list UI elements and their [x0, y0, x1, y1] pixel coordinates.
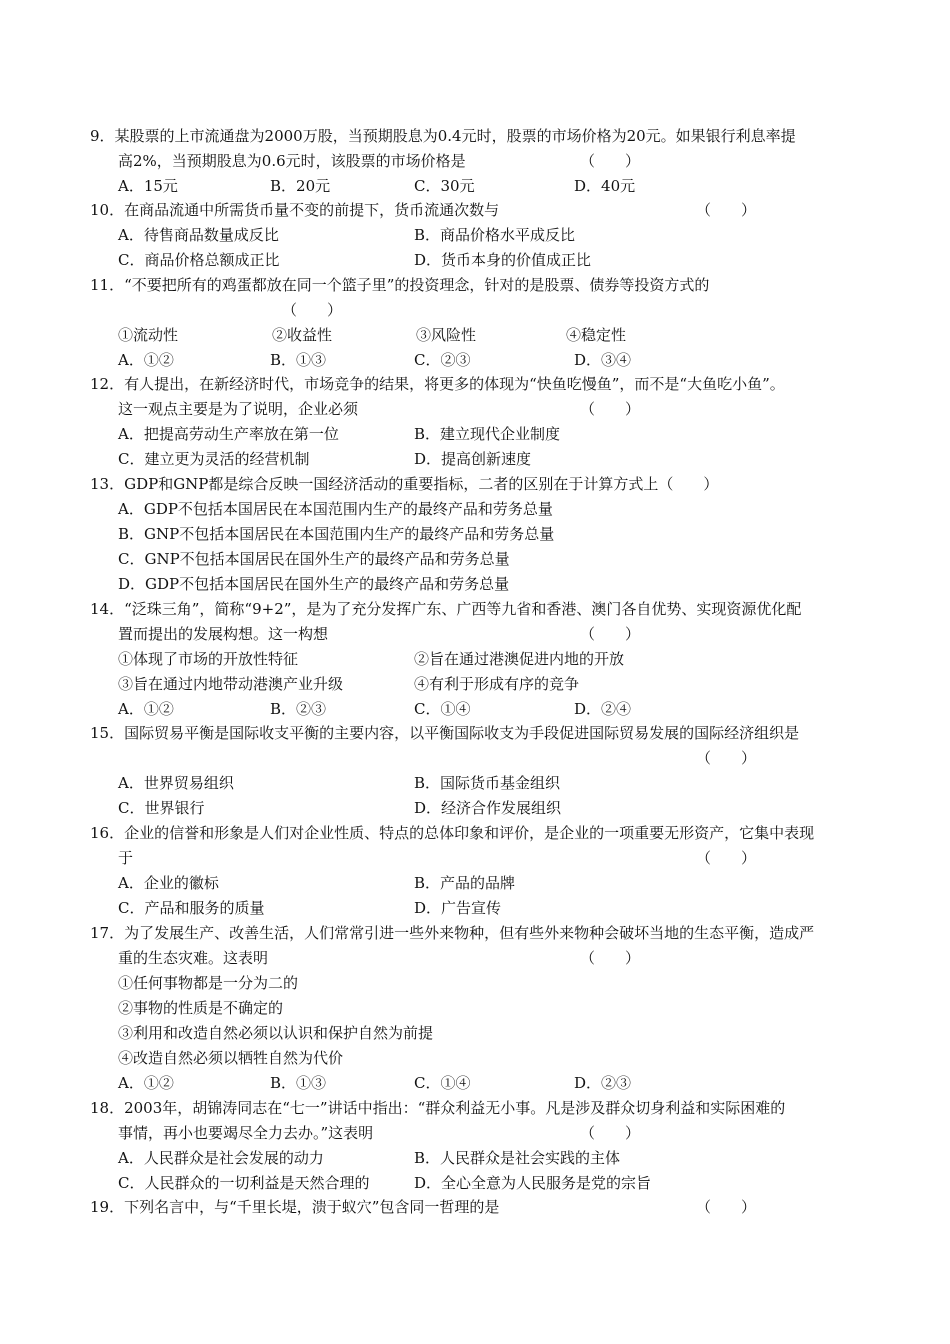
q17-stem-line1: 17．为了发展生产、改善生活，人们常常引进一些外来物种，但有些外来物种会破坏当地的生态平衡，造成严: [90, 924, 815, 942]
q12-stem-line1: 12．有人提出，在新经济时代，市场竞争的结果，将更多的体现为“快鱼吃慢鱼”，而不是“大鱼吃小鱼”。: [90, 375, 785, 393]
q17-statement-4: ④改造自然必须以牺牲自然为代价: [118, 1049, 344, 1067]
q9-option-c: C．30元: [414, 177, 475, 195]
q15-option-a: A．世界贸易组织: [118, 774, 234, 792]
q16-option-d: D．广告宣传: [414, 899, 502, 917]
q11-statement-2: ②收益性: [272, 326, 333, 344]
q11-statement-3: ③风险性: [416, 326, 477, 344]
q15-answer-bracket: （ ）: [696, 749, 757, 767]
q11-option-b: B．①③: [270, 351, 327, 369]
q9-stem-line2: 高2%，当预期股息为0.6元时，该股票的市场价格是: [118, 152, 466, 170]
q13-option-d: D．GDP不包括本国居民在国外生产的最终产品和劳务总量: [118, 575, 510, 593]
q15-option-d: D．经济合作发展组织: [414, 799, 562, 817]
q11-answer-bracket: （ ）: [282, 301, 343, 319]
q9-stem-line1: 9．某股票的上市流通盘为2000万股，当预期股息为0.4元时，股票的市场价格为20元。如果银行利息率提: [90, 127, 796, 145]
q16-option-c: C．产品和服务的质量: [118, 899, 265, 917]
q14-statement-1: ①体现了市场的开放性特征: [118, 650, 299, 668]
q14-stem-line1: 14．“泛珠三角”，简称“9+2”，是为了充分发挥广东、广西等九省和香港、澳门各自优势、实现资源优化配: [90, 600, 802, 618]
q11-option-a: A．①②: [118, 351, 174, 369]
q19-stem: 19．下列名言中，与“千里长堤，溃于蚁穴”包含同一哲理的是: [90, 1198, 500, 1216]
q15-option-b: B．国际货币基金组织: [414, 774, 561, 792]
q10-option-c: C．商品价格总额成正比: [118, 251, 280, 269]
q9-option-d: D．40元: [574, 177, 636, 195]
q17-statement-2: ②事物的性质是不确定的: [118, 999, 284, 1017]
q15-option-c: C．世界银行: [118, 799, 205, 817]
q17-option-d: D．②③: [574, 1074, 632, 1092]
q12-stem-line2: 这一观点主要是为了说明，企业必须: [118, 400, 359, 418]
q14-option-a: A．①②: [118, 700, 174, 718]
q17-stem-line2: 重的生态灾难。这表明: [118, 949, 269, 967]
q18-option-b: B．人民群众是社会实践的主体: [414, 1149, 621, 1167]
q17-statement-1: ①任何事物都是一分为二的: [118, 974, 299, 992]
q13-stem: 13．GDP和GNP都是综合反映一国经济活动的重要指标，二者的区别在于计算方式上（ ）: [90, 475, 719, 493]
q16-answer-bracket: （ ）: [696, 849, 757, 867]
q9-option-b: B．20元: [270, 177, 331, 195]
q14-stem-line2: 置而提出的发展构想。这一构想: [118, 625, 329, 643]
q19-answer-bracket: （ ）: [696, 1198, 757, 1216]
q12-option-c: C．建立更为灵活的经营机制: [118, 450, 310, 468]
q18-answer-bracket: （ ）: [580, 1124, 641, 1142]
q15-stem: 15．国际贸易平衡是国际收支平衡的主要内容，以平衡国际收支为手段促进国际贸易发展的国际经济组织是: [90, 724, 800, 742]
q14-statement-2: ②旨在通过港澳促进内地的开放: [414, 650, 625, 668]
q12-option-d: D．提高创新速度: [414, 450, 532, 468]
q17-option-c: C．①④: [414, 1074, 471, 1092]
q14-option-d: D．②④: [574, 700, 632, 718]
q11-statement-4: ④稳定性: [566, 326, 627, 344]
q11-stem: 11．“不要把所有的鸡蛋都放在同一个篮子里”的投资理念，针对的是股票、债券等投资方式的: [90, 276, 710, 294]
q10-option-d: D．货币本身的价值成正比: [414, 251, 592, 269]
q16-stem-line2: 于: [118, 849, 134, 867]
q12-option-a: A．把提高劳动生产率放在第一位: [118, 425, 339, 443]
q18-option-c: C．人民群众的一切利益是天然合理的: [118, 1174, 370, 1192]
q18-stem-line1: 18．2003年，胡锦涛同志在“七一”讲话中指出：“群众利益无小事。凡是涉及群众切身利益和实际困难的: [90, 1099, 786, 1117]
q13-option-a: A．GDP不包括本国居民在本国范围内生产的最终产品和劳务总量: [118, 500, 553, 518]
q10-stem: 10．在商品流通中所需货币量不变的前提下，货币流通次数与: [90, 201, 500, 219]
q12-option-b: B．建立现代企业制度: [414, 425, 561, 443]
q14-statement-4: ④有利于形成有序的竞争: [414, 675, 580, 693]
q14-option-b: B．②③: [270, 700, 327, 718]
q10-option-a: A．待售商品数量成反比: [118, 226, 279, 244]
q13-option-b: B．GNP不包括本国居民在本国范围内生产的最终产品和劳务总量: [118, 525, 555, 543]
q14-option-c: C．①④: [414, 700, 471, 718]
q11-option-d: D．③④: [574, 351, 632, 369]
q18-option-a: A．人民群众是社会发展的动力: [118, 1149, 324, 1167]
q10-option-b: B．商品价格水平成反比: [414, 226, 576, 244]
q17-option-a: A．①②: [118, 1074, 174, 1092]
q17-answer-bracket: （ ）: [580, 949, 641, 967]
q12-answer-bracket: （ ）: [580, 400, 641, 418]
q13-option-c: C．GNP不包括本国居民在国外生产的最终产品和劳务总量: [118, 550, 510, 568]
q11-option-c: C．②③: [414, 351, 471, 369]
q14-answer-bracket: （ ）: [580, 625, 641, 643]
q10-answer-bracket: （ ）: [696, 201, 757, 219]
q18-stem-line2: 事情，再小也要竭尽全力去办。”这表明: [118, 1124, 374, 1142]
q17-option-b: B．①③: [270, 1074, 327, 1092]
q9-option-a: A．15元: [118, 177, 178, 195]
q16-option-b: B．产品的品牌: [414, 874, 516, 892]
q14-statement-3: ③旨在通过内地带动港澳产业升级: [118, 675, 344, 693]
q9-answer-bracket: （ ）: [580, 152, 641, 170]
q11-statement-1: ①流动性: [118, 326, 179, 344]
q16-stem-line1: 16．企业的信誉和形象是人们对企业性质、特点的总体印象和评价，是企业的一项重要无形资产，它集中表现: [90, 824, 815, 842]
q18-option-d: D．全心全意为人民服务是党的宗旨: [414, 1174, 652, 1192]
q16-option-a: A．企业的徽标: [118, 874, 219, 892]
q17-statement-3: ③利用和改造自然必须以认识和保护自然为前提: [118, 1024, 434, 1042]
